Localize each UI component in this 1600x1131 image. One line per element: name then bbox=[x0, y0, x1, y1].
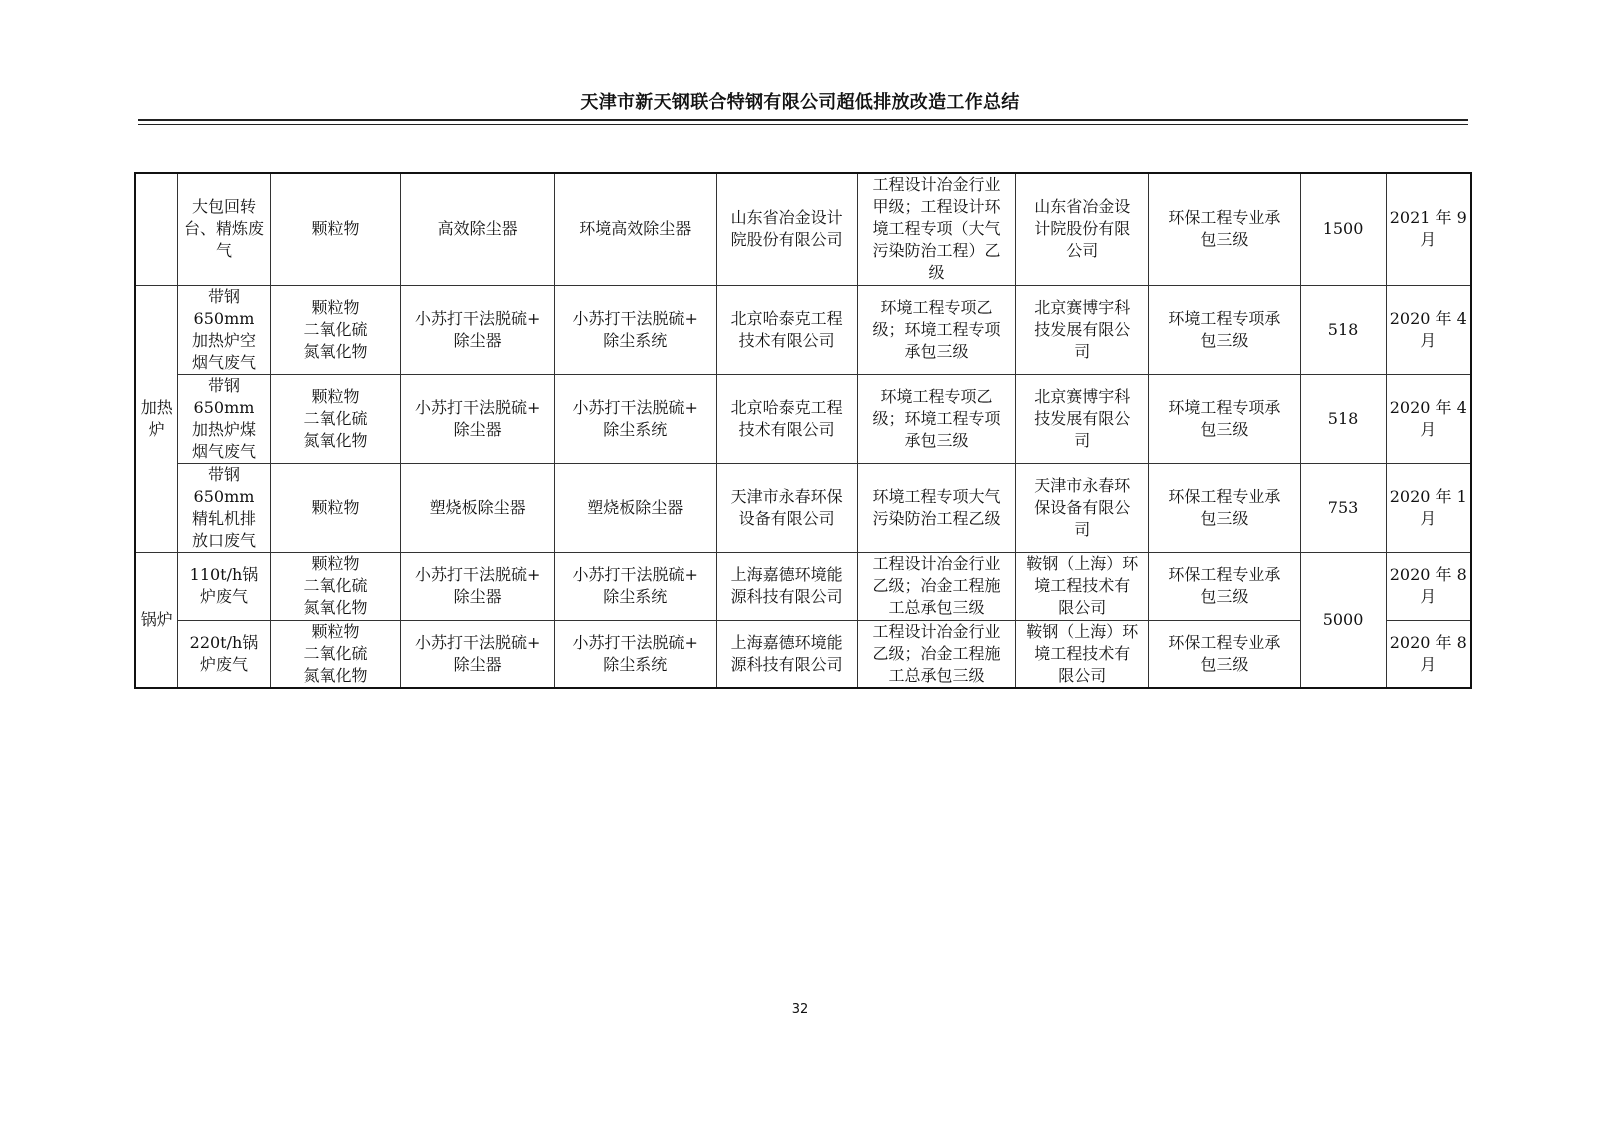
contractor-cell: 鞍钢（上海）环 境工程技术有 限公司 bbox=[1016, 552, 1149, 620]
contractor-qualification-cell: 环保工程专业承 包三级 bbox=[1149, 552, 1300, 620]
pollutants-cell: 颗粒物 二氧化硫 氮氧化物 bbox=[270, 285, 401, 374]
category-cell: 加热 炉 bbox=[135, 285, 178, 552]
system-cell: 小苏打干法脱硫+ 除尘系统 bbox=[554, 374, 716, 463]
contractor-qualification-cell: 环境工程专项承 包三级 bbox=[1149, 374, 1300, 463]
contractor-cell: 北京赛博宇科 技发展有限公 司 bbox=[1016, 374, 1149, 463]
design-qualification-cell: 工程设计冶金行业 乙级；冶金工程施 工总承包三级 bbox=[857, 620, 1016, 688]
investment-cell: 518 bbox=[1300, 285, 1386, 374]
category-cell-empty bbox=[135, 173, 178, 285]
system-cell: 环境高效除尘器 bbox=[554, 173, 716, 285]
treatment-cell: 小苏打干法脱硫+ 除尘器 bbox=[401, 374, 554, 463]
pollutants-cell: 颗粒物 bbox=[270, 173, 401, 285]
contractor-cell: 鞍钢（上海）环 境工程技术有 限公司 bbox=[1016, 620, 1149, 688]
treatment-cell: 小苏打干法脱硫+ 除尘器 bbox=[401, 285, 554, 374]
table-row bbox=[135, 374, 1471, 463]
contractor-cell: 北京赛博宇科 技发展有限公 司 bbox=[1016, 285, 1149, 374]
designer-cell: 上海嘉德环境能 源科技有限公司 bbox=[716, 552, 857, 620]
treatment-cell: 塑烧板除尘器 bbox=[401, 463, 554, 552]
table-row bbox=[135, 173, 1471, 285]
treatment-cell: 小苏打干法脱硫+ 除尘器 bbox=[401, 620, 554, 688]
design-qualification-cell: 环境工程专项乙 级；环境工程专项 承包三级 bbox=[857, 374, 1016, 463]
contractor-qualification-cell: 环保工程专业承 包三级 bbox=[1149, 620, 1300, 688]
investment-cell: 518 bbox=[1300, 374, 1386, 463]
header-rule-thick bbox=[138, 119, 1468, 121]
design-qualification-cell: 工程设计冶金行业 乙级；冶金工程施 工总承包三级 bbox=[857, 552, 1016, 620]
header-rule-thin bbox=[138, 124, 1468, 125]
table-row bbox=[135, 463, 1471, 552]
system-cell: 塑烧板除尘器 bbox=[554, 463, 716, 552]
system-cell: 小苏打干法脱硫+ 除尘系统 bbox=[554, 620, 716, 688]
document-title: 天津市新天钢联合特钢有限公司超低排放改造工作总结 bbox=[580, 92, 1020, 113]
completion-date-cell: 2021 年 9 月 bbox=[1386, 173, 1471, 285]
designer-cell: 北京哈泰克工程 技术有限公司 bbox=[716, 285, 857, 374]
investment-cell: 753 bbox=[1300, 463, 1386, 552]
treatment-cell: 高效除尘器 bbox=[401, 173, 554, 285]
contractor-qualification-cell: 环境工程专项承 包三级 bbox=[1149, 285, 1300, 374]
pollutants-cell: 颗粒物 bbox=[270, 463, 401, 552]
contractor-cell: 山东省冶金设 计院股份有限 公司 bbox=[1016, 173, 1149, 285]
pollutants-cell: 颗粒物 二氧化硫 氮氧化物 bbox=[270, 552, 401, 620]
source-cell: 大包回转 台、精炼废 气 bbox=[178, 173, 270, 285]
designer-cell: 天津市永春环保 设备有限公司 bbox=[716, 463, 857, 552]
source-cell: 带钢 650mm 精轧机排 放口废气 bbox=[178, 463, 270, 552]
completion-date-cell: 2020 年 8 月 bbox=[1386, 552, 1471, 620]
emission-retrofit-table bbox=[134, 172, 1472, 689]
contractor-cell: 天津市永春环 保设备有限公 司 bbox=[1016, 463, 1149, 552]
design-qualification-cell: 工程设计冶金行业 甲级；工程设计环 境工程专项（大气 污染防治工程）乙 级 bbox=[857, 173, 1016, 285]
source-cell: 带钢 650mm 加热炉空 烟气废气 bbox=[178, 285, 270, 374]
investment-cell: 1500 bbox=[1300, 173, 1386, 285]
treatment-cell: 小苏打干法脱硫+ 除尘器 bbox=[401, 552, 554, 620]
system-cell: 小苏打干法脱硫+ 除尘系统 bbox=[554, 285, 716, 374]
completion-date-cell: 2020 年 8 月 bbox=[1386, 620, 1471, 688]
investment-cell-shared: 5000 bbox=[1300, 552, 1386, 688]
table-row bbox=[135, 285, 1471, 374]
table-row bbox=[135, 552, 1471, 620]
completion-date-cell: 2020 年 4 月 bbox=[1386, 285, 1471, 374]
contractor-qualification-cell: 环保工程专业承 包三级 bbox=[1149, 463, 1300, 552]
design-qualification-cell: 环境工程专项大气 污染防治工程乙级 bbox=[857, 463, 1016, 552]
page-number: 32 bbox=[791, 1002, 809, 1017]
system-cell: 小苏打干法脱硫+ 除尘系统 bbox=[554, 552, 716, 620]
source-cell: 220t/h锅 炉废气 bbox=[178, 620, 270, 688]
contractor-qualification-cell: 环保工程专业承 包三级 bbox=[1149, 173, 1300, 285]
completion-date-cell: 2020 年 1 月 bbox=[1386, 463, 1471, 552]
designer-cell: 上海嘉德环境能 源科技有限公司 bbox=[716, 620, 857, 688]
source-cell: 带钢 650mm 加热炉煤 烟气废气 bbox=[178, 374, 270, 463]
designer-cell: 山东省冶金设计 院股份有限公司 bbox=[716, 173, 857, 285]
pollutants-cell: 颗粒物 二氧化硫 氮氧化物 bbox=[270, 620, 401, 688]
pollutants-cell: 颗粒物 二氧化硫 氮氧化物 bbox=[270, 374, 401, 463]
completion-date-cell: 2020 年 4 月 bbox=[1386, 374, 1471, 463]
design-qualification-cell: 环境工程专项乙 级；环境工程专项 承包三级 bbox=[857, 285, 1016, 374]
designer-cell: 北京哈泰克工程 技术有限公司 bbox=[716, 374, 857, 463]
table-row bbox=[135, 620, 1471, 688]
category-cell: 锅炉 bbox=[135, 552, 178, 688]
source-cell: 110t/h锅 炉废气 bbox=[178, 552, 270, 620]
